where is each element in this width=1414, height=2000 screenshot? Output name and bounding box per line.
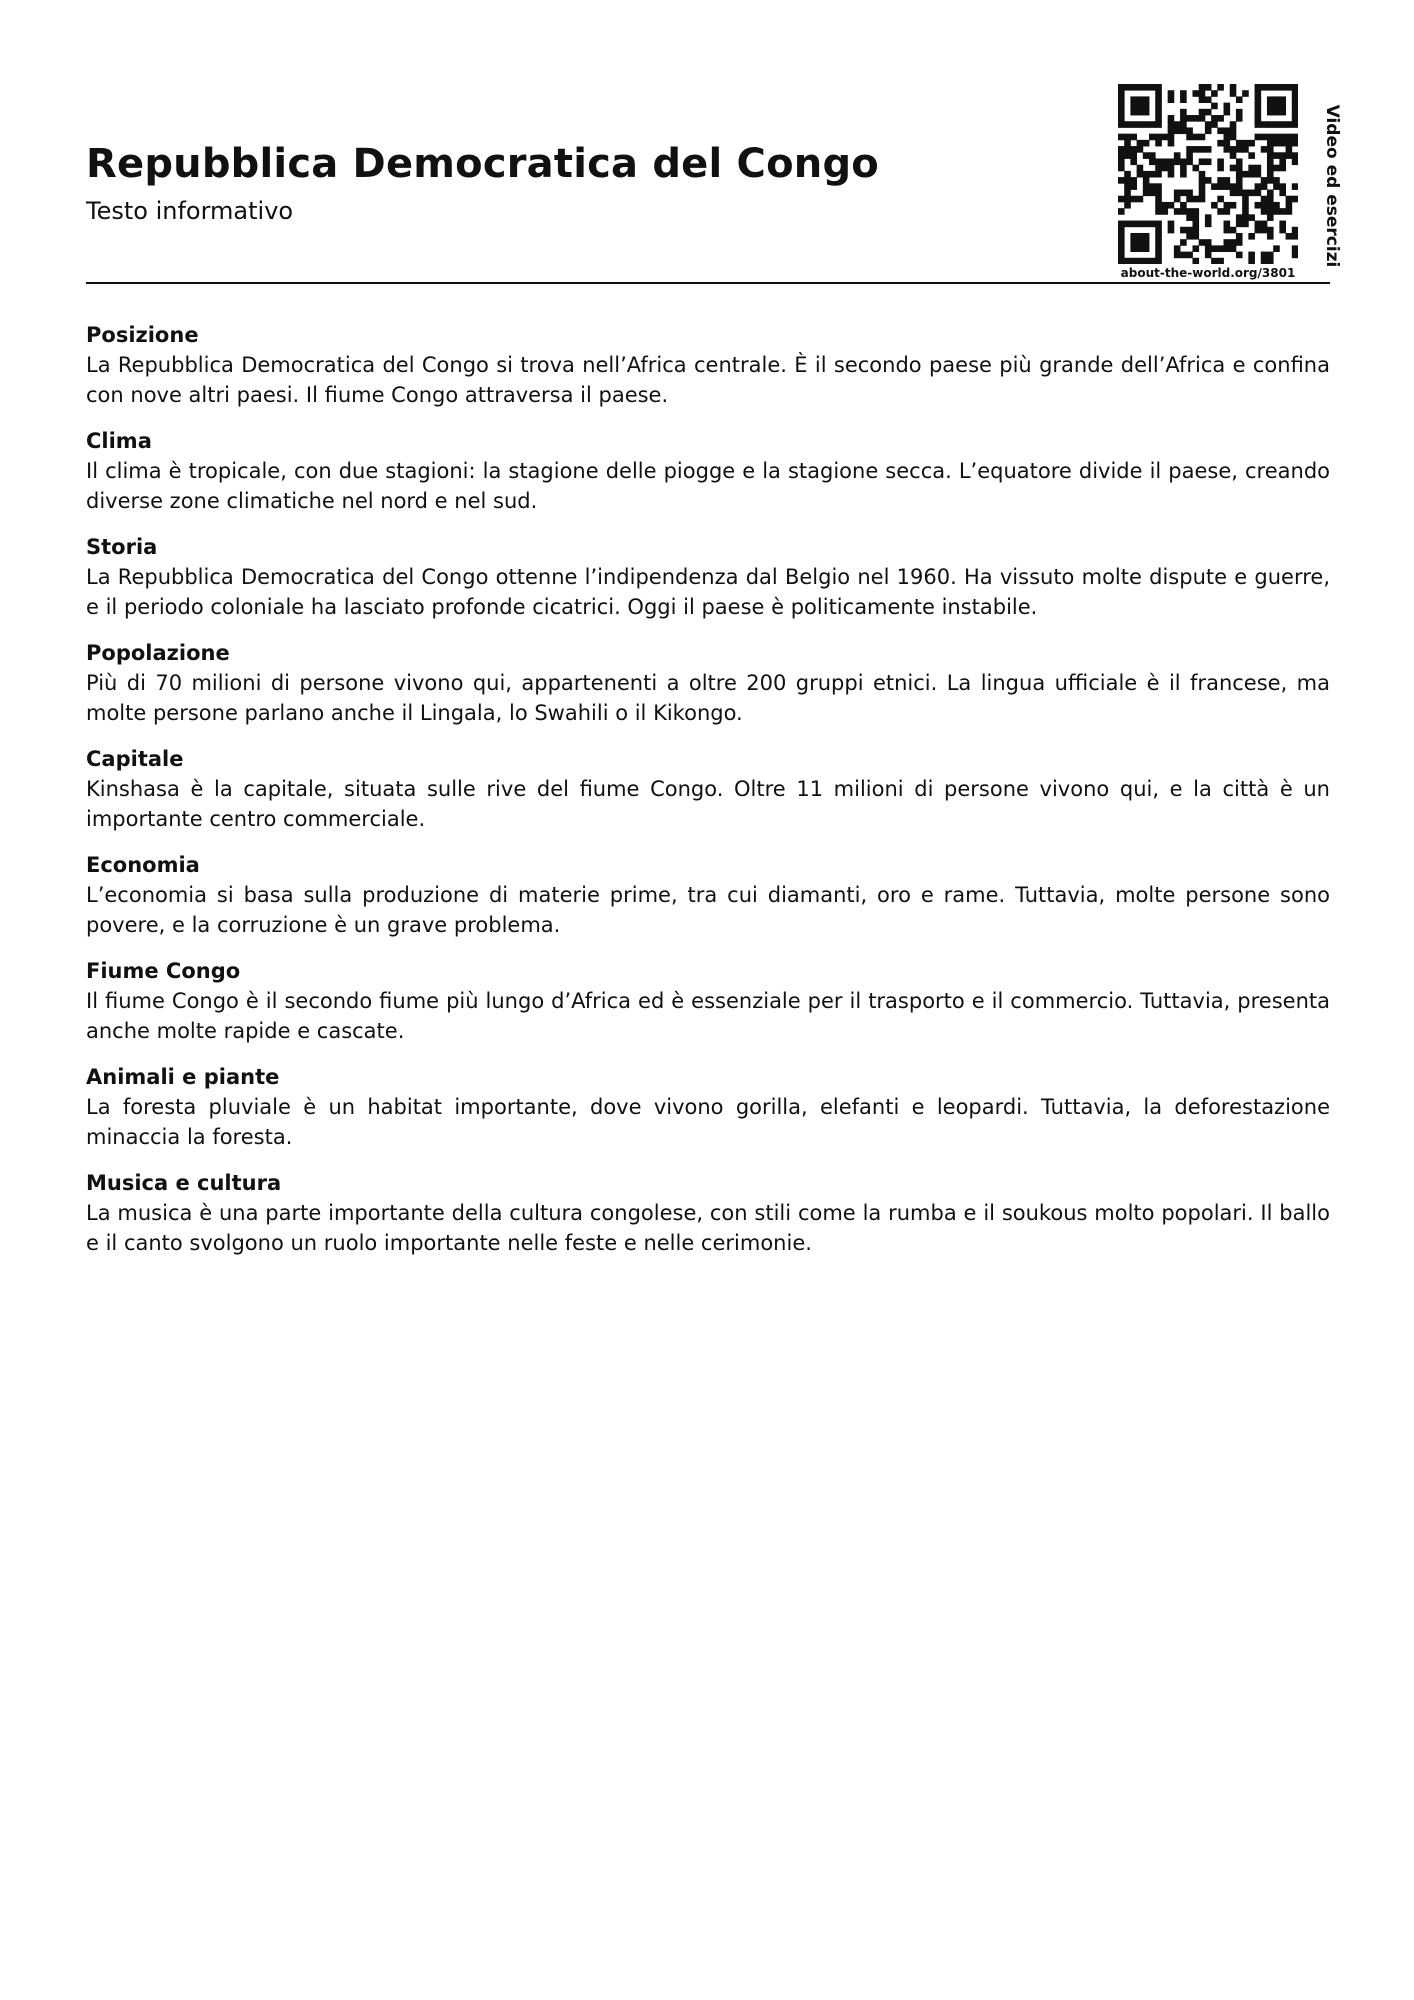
qr-side-label-wrap bbox=[1320, 102, 1344, 270]
page-header bbox=[86, 0, 1342, 284]
section-heading: Popolazione bbox=[86, 641, 230, 665]
section-heading: Capitale bbox=[86, 747, 184, 771]
section-text: La foresta pluviale è un habitat importante, dove vivono gorilla, elefanti e leopardi. Tuttavia, la deforestazione minaccia la foresta. bbox=[86, 1095, 1330, 1149]
qr-url-label[interactable]: about-the-world.org/3801 bbox=[1120, 266, 1296, 280]
content bbox=[86, 320, 1330, 1274]
section-posizione bbox=[86, 320, 1330, 410]
page-title: Repubblica Democratica del Congo bbox=[86, 141, 879, 187]
qr-code-icon[interactable] bbox=[1118, 84, 1298, 264]
section-heading: Posizione bbox=[86, 323, 199, 347]
section-text: La Repubblica Democratica del Congo ottenne l’indipendenza dal Belgio nel 1960. Ha vissuto molte dispute e guerre, e il periodo coloniale ha lasciato profonde cicatrici. Oggi il paese è politicamente instabile. bbox=[86, 565, 1330, 619]
section-text: Kinshasa è la capitale, situata sulle rive del fiume Congo. Oltre 11 milioni di persone vivono qui, e la città è un importante centro commerciale. bbox=[86, 777, 1330, 831]
section-animali-piante bbox=[86, 1062, 1330, 1152]
section-text: Il clima è tropicale, con due stagioni: la stagione delle piogge e la stagione secca. L’equatore divide il paese, creando diverse zone climatiche nel nord e nel sud. bbox=[86, 459, 1330, 513]
qr-side-label: Video ed esercizi bbox=[1322, 104, 1342, 268]
section-storia bbox=[86, 532, 1330, 622]
section-text: Più di 70 milioni di persone vivono qui, appartenenti a oltre 200 gruppi etnici. La lingua ufficiale è il francese, ma molte persone parlano anche il Lingala, lo Swahili o il Kikongo. bbox=[86, 671, 1330, 725]
section-heading: Animali e piante bbox=[86, 1065, 280, 1089]
section-text: Il fiume Congo è il secondo fiume più lungo d’Africa ed è essenziale per il trasporto e il commercio. Tuttavia, presenta anche molte rapide e cascate. bbox=[86, 989, 1330, 1043]
page-subtitle: Testo informativo bbox=[86, 197, 294, 225]
section-heading: Economia bbox=[86, 853, 200, 877]
section-text: La Repubblica Democratica del Congo si trova nell’Africa centrale. È il secondo paese più grande dell’Africa e confina con nove altri paesi. Il fiume Congo attraversa il paese. bbox=[86, 353, 1330, 407]
section-fiume-congo bbox=[86, 956, 1330, 1046]
section-musica-cultura bbox=[86, 1168, 1330, 1258]
section-heading: Fiume Congo bbox=[86, 959, 241, 983]
section-clima bbox=[86, 426, 1330, 516]
section-capitale bbox=[86, 744, 1330, 834]
qr-block bbox=[1106, 80, 1342, 284]
section-popolazione bbox=[86, 638, 1330, 728]
section-heading: Storia bbox=[86, 535, 158, 559]
section-heading: Clima bbox=[86, 429, 152, 453]
section-text: L’economia si basa sulla produzione di materie prime, tra cui diamanti, oro e rame. Tuttavia, molte persone sono povere, e la corruzione è un grave problema. bbox=[86, 883, 1330, 937]
section-heading: Musica e cultura bbox=[86, 1171, 282, 1195]
section-text: La musica è una parte importante della cultura congolese, con stili come la rumba e il soukous molto popolari. Il ballo e il canto svolgono un ruolo importante nelle feste e nelle cerimonie. bbox=[86, 1201, 1330, 1255]
section-economia bbox=[86, 850, 1330, 940]
